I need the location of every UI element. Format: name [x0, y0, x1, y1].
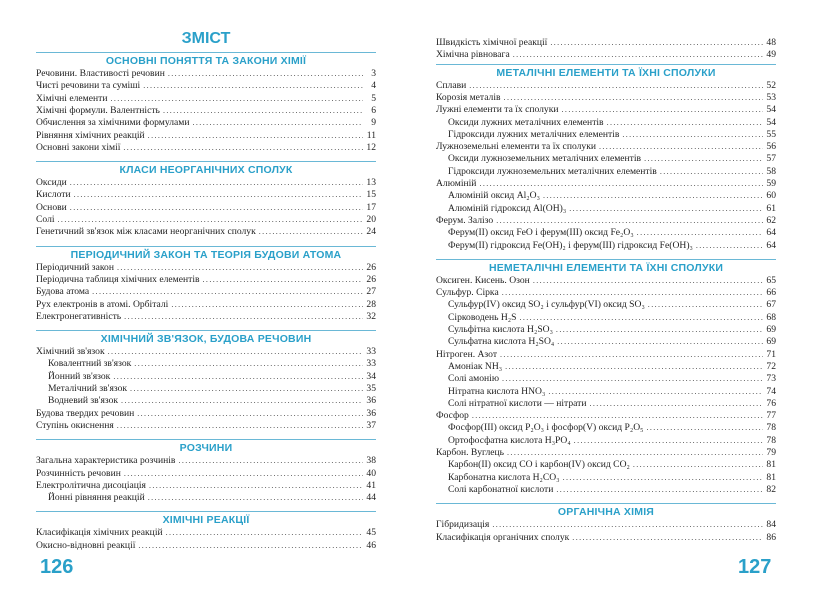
- toc-entry[interactable]: [36, 540, 376, 552]
- toc-entry[interactable]: [36, 299, 376, 311]
- section-divider: [36, 161, 376, 162]
- toc-entry-title: Оксиген. Кисень. Озон: [436, 274, 530, 286]
- toc-entry-title: Сплави: [436, 79, 467, 91]
- toc-entry[interactable]: [448, 324, 776, 336]
- toc-entry-title: Швидкість хімічної реакції: [436, 37, 548, 48]
- toc-entry[interactable]: [448, 484, 776, 496]
- toc-entry[interactable]: [448, 472, 776, 484]
- toc-page-number: 69: [766, 336, 776, 348]
- toc-page-number: 79: [766, 447, 776, 458]
- toc-page-number: 24: [366, 226, 376, 238]
- dot-leader: [124, 468, 363, 480]
- toc-entry[interactable]: [448, 435, 776, 447]
- toc-page-number: 4: [371, 80, 376, 92]
- toc-entry-title: Лужні елементи та їх сполуки: [436, 104, 559, 116]
- toc-page-number: 71: [766, 348, 776, 360]
- toc-entry[interactable]: [436, 532, 776, 544]
- toc-page-number: 55: [766, 128, 776, 140]
- dot-leader: [117, 420, 363, 432]
- toc-entry-title: Сульфітна кислота H₂SO₃: [448, 324, 553, 335]
- toc-entry-title: Періодичний закон: [36, 261, 114, 273]
- toc-entry-title: Нітратна кислота HNO₃: [448, 385, 546, 397]
- dot-leader: [70, 202, 363, 214]
- dot-leader: [569, 203, 763, 215]
- toc-page-number: 9: [371, 117, 376, 129]
- dot-leader: [168, 68, 363, 80]
- dot-leader: [502, 373, 763, 385]
- toc-entry-title: Алюміній гідроксид Al(OH)₃: [448, 202, 567, 214]
- dot-leader: [633, 459, 763, 471]
- section-heading: НЕМЕТАЛІЧНІ ЕЛЕМЕНТИ ТА ЇХНІ СПОЛУКИ: [488, 261, 724, 274]
- section-divider: [36, 52, 376, 53]
- toc-page-number: 54: [766, 116, 776, 128]
- dot-leader: [622, 129, 763, 141]
- toc-entry-title: Солі: [36, 214, 55, 225]
- toc-entry-title: Ферум. Залізо: [436, 214, 494, 226]
- dot-leader: [149, 480, 363, 492]
- dot-leader: [137, 408, 363, 420]
- toc-entry[interactable]: [48, 358, 376, 370]
- toc-entry-title: Чисті речовини та суміші: [36, 80, 141, 92]
- dot-leader: [124, 311, 363, 323]
- toc-page-number: 45: [366, 527, 376, 539]
- dot-leader: [108, 346, 363, 358]
- toc-entry[interactable]: [36, 93, 376, 105]
- toc-entry[interactable]: [448, 361, 776, 373]
- toc-page-number: 48: [766, 37, 776, 48]
- section-heading: ОРГАНІЧНА ХІМІЯ: [557, 506, 655, 519]
- toc-entry[interactable]: [448, 129, 776, 141]
- toc-entry[interactable]: [436, 141, 776, 153]
- dot-leader: [110, 93, 363, 105]
- toc-entry-title: Карбонатна кислота H₂CO₃: [448, 471, 560, 483]
- toc-page-number: 66: [766, 287, 776, 299]
- dot-leader: [637, 227, 763, 239]
- section-heading: КЛАСИ НЕОРГАНІЧНИХ СПОЛУК: [119, 164, 293, 177]
- dot-leader: [193, 117, 364, 129]
- toc-entry-title: Хімічний зв'язок: [36, 346, 105, 358]
- toc-entry[interactable]: [36, 117, 376, 129]
- toc-entry-title: Рух електронів в атомі. Орбіталі: [36, 298, 169, 310]
- toc-entry-title: Будова атома: [36, 286, 90, 298]
- toc-entry-title: Карбон(II) оксид CO і карбон(IV) оксид CO₂: [448, 459, 630, 471]
- toc-entry[interactable]: [36, 202, 376, 214]
- toc-entry[interactable]: [448, 386, 776, 398]
- toc-page-number: 82: [766, 483, 776, 495]
- dot-leader: [696, 240, 763, 252]
- dot-leader: [505, 361, 763, 373]
- section-divider: [36, 439, 376, 440]
- toc-entry-title: Речовини. Властивості речовин: [36, 68, 165, 79]
- section-heading: ПЕРІОДИЧНИЙ ЗАКОН ТА ТЕОРІЯ БУДОВИ АТОМА: [70, 248, 342, 261]
- toc-entry-title: Солі нітратної кислоти — нітрати: [448, 397, 587, 409]
- toc-page-number: 27: [366, 286, 376, 298]
- toc-entry[interactable]: [448, 153, 776, 165]
- toc-page-number: 6: [371, 104, 376, 116]
- toc-entry-title: Рівняння хімічних реакцій: [36, 129, 145, 141]
- dot-leader: [599, 141, 763, 153]
- toc-page-number: 86: [766, 531, 776, 543]
- toc-entry[interactable]: [36, 420, 376, 432]
- toc-page-number: 49: [766, 49, 776, 61]
- toc-entry-title: Ферум(II) гідроксид Fe(OH)₂ і ферум(III) гідроксид Fe(OH)₃: [448, 239, 693, 251]
- toc-entry[interactable]: [36, 527, 376, 539]
- dot-leader: [121, 395, 363, 407]
- toc-entry[interactable]: [36, 262, 376, 274]
- toc-entry-title: Сульфур(IV) оксид SO₂ і сульфур(VI) оксид SO₃: [448, 299, 645, 311]
- toc-entry-title: Фосфор: [436, 410, 469, 422]
- dot-leader: [134, 358, 363, 370]
- dot-leader: [646, 422, 763, 434]
- toc-entry[interactable]: [36, 468, 376, 480]
- dot-leader: [507, 447, 763, 459]
- toc-page-number: 67: [766, 299, 776, 311]
- dot-leader: [562, 104, 763, 116]
- toc-entry[interactable]: [36, 408, 376, 420]
- toc-entry[interactable]: [48, 492, 376, 504]
- section-heading: ХІМІЧНІ РЕАКЦІЇ: [162, 514, 250, 527]
- toc-entry[interactable]: [436, 49, 776, 61]
- toc-entry[interactable]: [36, 189, 376, 201]
- toc-entry-title: Оксиди лужноземельних металічних елементів: [448, 153, 642, 165]
- toc-entry-title: Генетичний зв'язок між класами неорганічних сполук: [36, 226, 256, 238]
- dot-leader: [533, 275, 763, 287]
- toc-entry-title: Водневий зв'язок: [48, 395, 119, 407]
- dot-leader: [92, 286, 363, 298]
- toc-entry[interactable]: [36, 214, 376, 226]
- toc-page-number: 56: [766, 141, 776, 153]
- dot-leader: [500, 349, 763, 361]
- toc-page-number: 68: [766, 311, 776, 323]
- toc-entry-title: Кислоти: [36, 189, 71, 201]
- toc-entry[interactable]: [36, 226, 376, 238]
- toc-entry[interactable]: [448, 227, 776, 239]
- toc-page-number: 26: [366, 261, 376, 273]
- toc-page-number: 28: [366, 298, 376, 310]
- toc-entry[interactable]: [448, 422, 776, 434]
- toc-page-number: 15: [366, 189, 376, 201]
- dot-leader: [563, 472, 763, 484]
- toc-entry-title: Оксиди лужних металічних елементів: [448, 116, 604, 128]
- toc-page-number: 3: [371, 68, 376, 79]
- toc-page-number: 12: [366, 141, 376, 153]
- dot-leader: [469, 80, 763, 92]
- toc-entry-title: Класифікація хімічних реакцій: [36, 527, 163, 539]
- toc-entry-title: Хімічні елементи: [36, 92, 108, 104]
- toc-entry-title: Будова твердих речовин: [36, 407, 135, 419]
- toc-page-number: 84: [766, 519, 776, 531]
- toc-entry[interactable]: [448, 398, 776, 410]
- dot-leader: [543, 190, 763, 202]
- dot-leader: [58, 214, 363, 226]
- section-divider: [36, 246, 376, 247]
- dot-leader: [513, 49, 763, 61]
- section-heading: ХІМІЧНИЙ ЗВ'ЯЗОК, БУДОВА РЕЧОВИН: [100, 333, 312, 346]
- toc-entry-title: Сульфатна кислота H₂SO₄: [448, 336, 555, 348]
- dot-leader: [472, 410, 763, 422]
- toc-entry[interactable]: [36, 80, 376, 92]
- dot-leader: [496, 215, 763, 227]
- toc-entry[interactable]: [448, 373, 776, 385]
- toc-entry-title: Металічний зв'язок: [48, 383, 128, 394]
- dot-leader: [590, 398, 764, 410]
- toc-entry[interactable]: [436, 92, 776, 104]
- dot-leader: [502, 287, 763, 299]
- dot-leader: [572, 532, 763, 544]
- dot-leader: [138, 540, 363, 552]
- toc-page-number: 53: [766, 91, 776, 103]
- dot-leader: [607, 117, 763, 129]
- toc-entry[interactable]: [48, 371, 376, 383]
- toc-entry-title: Гібридизація: [436, 519, 490, 531]
- toc-page-number: 33: [366, 346, 376, 358]
- toc-entry-title: Йонний зв'язок: [48, 370, 111, 382]
- toc-page-number: 60: [766, 190, 776, 202]
- dot-leader: [556, 324, 763, 336]
- toc-entry[interactable]: [436, 215, 776, 227]
- toc-page-number: 17: [366, 201, 376, 213]
- toc-entry-title: Ковалентний зв'язок: [48, 358, 132, 370]
- toc-entry[interactable]: [436, 80, 776, 92]
- toc-entry-title: Окисно-відновні реакції: [36, 539, 136, 551]
- toc-entry-title: Обчислення за хімічними формулами: [36, 117, 190, 129]
- dot-leader: [492, 519, 763, 531]
- toc-entry[interactable]: [448, 336, 776, 348]
- page-number-left: 126: [40, 556, 74, 578]
- dot-leader: [660, 166, 763, 178]
- toc-page-number: 33: [366, 358, 376, 370]
- toc-page-number: 46: [366, 539, 376, 551]
- dot-leader: [117, 262, 363, 274]
- toc-entry-title: Алюміній оксид Al₂O₃: [448, 190, 540, 202]
- page-title: ЗМІСТ: [181, 30, 231, 47]
- section-heading: МЕТАЛІЧНІ ЕЛЕМЕНТИ ТА ЇХНІ СПОЛУКИ: [496, 66, 716, 79]
- dot-leader: [556, 484, 763, 496]
- section-divider: [436, 503, 776, 504]
- toc-page-number: 44: [366, 492, 376, 504]
- dot-leader: [178, 455, 363, 467]
- page-number-right: 127: [738, 556, 772, 578]
- dot-leader: [519, 312, 763, 324]
- toc-entry-title: Оксиди: [36, 177, 67, 189]
- dot-leader: [259, 226, 363, 238]
- toc-entry[interactable]: [36, 130, 376, 142]
- toc-entry-title: Сульфур. Сірка: [436, 287, 499, 299]
- toc-page-number: 76: [766, 397, 776, 409]
- section-heading: ОСНОВНІ ПОНЯТТЯ ТА ЗАКОНИ ХІМІЇ: [105, 55, 307, 67]
- dot-leader: [171, 299, 363, 311]
- toc-entry[interactable]: [36, 274, 376, 286]
- dot-leader: [644, 153, 763, 165]
- toc-entry[interactable]: [436, 178, 776, 190]
- toc-entry[interactable]: [448, 190, 776, 202]
- dot-leader: [130, 383, 363, 395]
- toc-entry[interactable]: [448, 203, 776, 215]
- toc-page-number: 61: [766, 202, 776, 214]
- dot-leader: [148, 130, 363, 142]
- toc-entry-title: Амоніак NH₃: [448, 360, 503, 372]
- section-divider: [36, 330, 376, 331]
- toc-page-number: 32: [366, 310, 376, 322]
- toc-entry[interactable]: [448, 299, 776, 311]
- toc-page-number: 58: [766, 165, 776, 177]
- toc-page-number: 78: [766, 434, 776, 446]
- toc-entry-title: Карбон. Вуглець: [436, 447, 505, 458]
- toc-entry-title: Гідроксиди лужних металічних елементів: [448, 128, 620, 140]
- toc-entry-title: Фосфор(III) оксид P₂O₃ і фосфор(V) оксид P₂O₅: [448, 422, 644, 434]
- toc-entry[interactable]: [36, 311, 376, 323]
- toc-entry-title: Періодична таблиця хімічних елементів: [36, 273, 200, 285]
- toc-entry[interactable]: [48, 395, 376, 407]
- toc-entry-title: Сірководень H₂S: [448, 311, 517, 323]
- toc-page-number: 20: [366, 214, 376, 225]
- section-divider: [436, 259, 776, 260]
- dot-leader: [548, 386, 763, 398]
- toc-entry-title: Алюміній: [436, 178, 477, 189]
- toc-page-number: 38: [366, 455, 376, 467]
- toc-entry-title: Солі карбонатної кислоти: [448, 483, 554, 495]
- dot-leader: [648, 299, 763, 311]
- toc-entry-title: Загальна характеристика розчинів: [36, 455, 176, 467]
- toc-entry-title: Електролітична дисоціація: [36, 479, 146, 491]
- toc-page-number: 41: [366, 479, 376, 491]
- dot-leader: [74, 189, 363, 201]
- toc-entry-title: Йонні рівняння реакцій: [48, 492, 145, 504]
- toc-page-number: 59: [766, 178, 776, 189]
- toc-page-number: 11: [366, 129, 376, 141]
- toc-page-number: 35: [366, 383, 376, 394]
- toc-page-number: 36: [366, 407, 376, 419]
- toc-page-number: 57: [766, 153, 776, 165]
- toc-entry-title: Солі амонію: [448, 373, 500, 385]
- toc-entry[interactable]: [448, 117, 776, 129]
- dot-leader: [163, 105, 363, 117]
- toc-entry-title: Ферум(II) оксид FeO і ферум(III) оксид Fe₂O₃: [448, 227, 634, 239]
- toc-entry[interactable]: [448, 459, 776, 471]
- toc-page-number: 62: [766, 214, 776, 226]
- toc-entry-title: Гідроксиди лужноземельних металічних елементів: [448, 165, 657, 177]
- section-divider: [36, 511, 376, 512]
- toc-entry[interactable]: [448, 166, 776, 178]
- dot-leader: [148, 492, 363, 504]
- toc-entry[interactable]: [36, 68, 376, 80]
- toc-entry-title: Основні закони хімії: [36, 141, 121, 153]
- toc-entry[interactable]: [436, 410, 776, 422]
- toc-entry[interactable]: [436, 287, 776, 299]
- toc-page-number: 5: [371, 92, 376, 104]
- toc-entry-title: Хімічна рівновага: [436, 49, 510, 61]
- toc-page-number: 40: [366, 467, 376, 479]
- toc-entry-title: Ортофосфатна кислота H₃PO₄: [448, 434, 571, 446]
- toc-page-number: 37: [366, 419, 376, 431]
- dot-leader: [123, 142, 363, 154]
- toc-entry-title: Ступінь окиснення: [36, 419, 114, 431]
- toc-page-number: 77: [766, 410, 776, 422]
- toc-page-number: 78: [766, 422, 776, 434]
- toc-page-number: 64: [766, 239, 776, 251]
- toc-entry[interactable]: [436, 275, 776, 287]
- dot-leader: [574, 435, 763, 447]
- toc-entry[interactable]: [36, 177, 376, 189]
- toc-entry[interactable]: [436, 519, 776, 531]
- dot-leader: [70, 177, 363, 189]
- dot-leader: [550, 37, 763, 49]
- toc-entry-title: Нітроген. Азот: [436, 348, 498, 360]
- section-heading: РОЗЧИНИ: [179, 442, 233, 455]
- dot-leader: [166, 527, 363, 539]
- toc-entry[interactable]: [448, 312, 776, 324]
- toc-page-number: 52: [766, 79, 776, 91]
- toc-page-number: 74: [766, 385, 776, 397]
- toc-page-number: 54: [766, 104, 776, 116]
- dot-leader: [203, 274, 363, 286]
- toc-page-number: 73: [766, 373, 776, 385]
- toc-page-number: 69: [766, 324, 776, 335]
- toc-entry-title: Хімічні формули. Валентність: [36, 104, 160, 116]
- toc-entry[interactable]: [436, 104, 776, 116]
- dot-leader: [479, 178, 763, 190]
- dot-leader: [143, 80, 363, 92]
- toc-entry[interactable]: [48, 383, 376, 395]
- toc-page-number: 36: [366, 395, 376, 407]
- dot-leader: [504, 92, 763, 104]
- toc-page-number: 64: [766, 227, 776, 239]
- toc-entry-title: Класифікація органічних сполук: [436, 531, 570, 543]
- dot-leader: [113, 371, 363, 383]
- toc-page-number: 26: [366, 273, 376, 285]
- toc-entry-title: Електронегативність: [36, 310, 122, 322]
- toc-page-number: 65: [766, 274, 776, 286]
- section-divider: [436, 64, 776, 65]
- toc-entry-title: Корозія металів: [436, 91, 501, 103]
- toc-entry[interactable]: [436, 349, 776, 361]
- toc-entry[interactable]: [36, 105, 376, 117]
- toc-entry[interactable]: [36, 346, 376, 358]
- toc-entry[interactable]: [36, 286, 376, 298]
- toc-entry-title: Розчинність речовин: [36, 467, 121, 479]
- toc-entry[interactable]: [36, 142, 376, 154]
- toc-entry[interactable]: [436, 37, 776, 49]
- toc-page-number: 81: [766, 471, 776, 483]
- toc-page-number: 34: [366, 370, 376, 382]
- dot-leader: [557, 336, 763, 348]
- toc-entry[interactable]: [36, 455, 376, 467]
- toc-page-number: 72: [766, 360, 776, 372]
- toc-entry-title: Лужноземельні елементи та їх сполуки: [436, 141, 596, 153]
- toc-entry[interactable]: [448, 240, 776, 252]
- toc-entry-title: Основи: [36, 201, 67, 213]
- toc-entry[interactable]: [36, 480, 376, 492]
- toc-entry[interactable]: [436, 447, 776, 459]
- toc-page-number: 13: [366, 177, 376, 189]
- toc-page-number: 81: [766, 459, 776, 471]
